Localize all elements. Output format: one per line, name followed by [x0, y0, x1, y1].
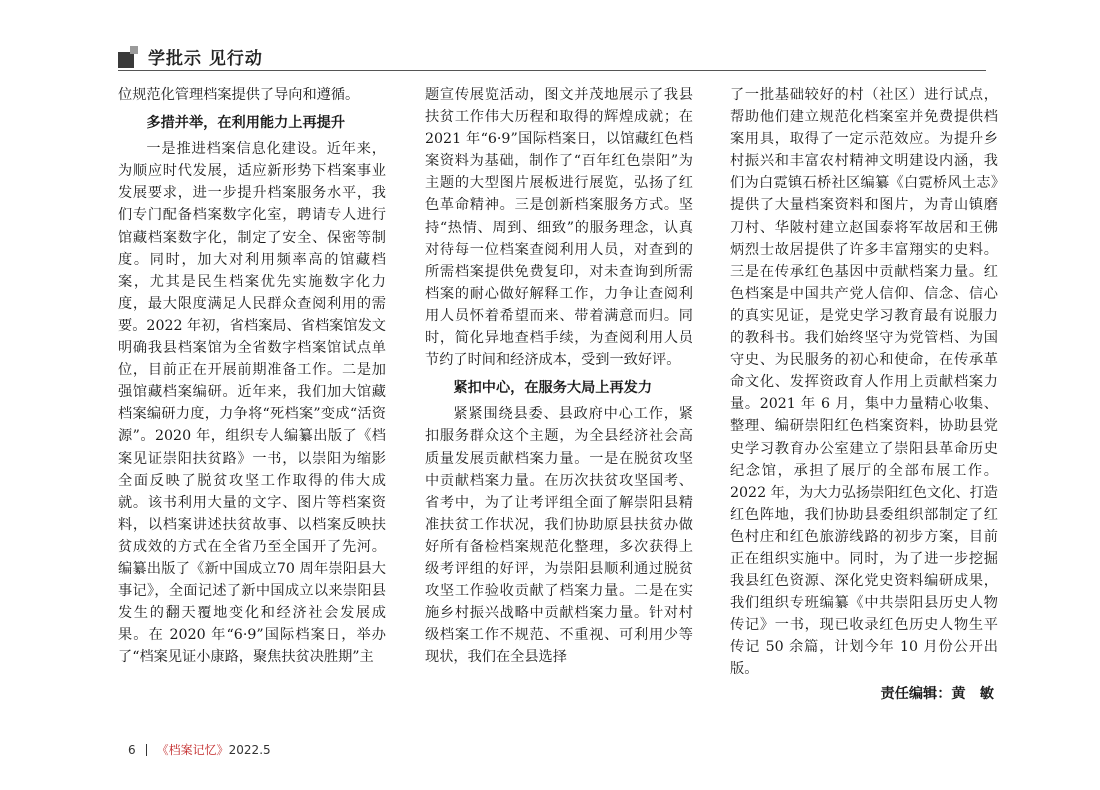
- paragraph: 位规范化管理档案提供了导向和遵循。: [118, 87, 360, 103]
- text-column-1: [118, 84, 386, 668]
- header-divider: [118, 70, 986, 71]
- paragraph: 了一批基础较好的村（社区）进行试点，帮助他们建立规范化档案室并免费提供档案用具，取得了一定示范效应。为提升乡村振兴和丰富农村精神文明建设内涵，我们为白霓镇石桥社区编纂《白霓桥风土志》提供了大量档案资料和图片，为青山镇磨刀村、华陂村建立赵国泰将军故居和王佛炳烈士故居提供了许多丰富翔实的史料。三是在传承红色基因中贡献档案力量。红色档案是中国共产党人信仰、信念、信心的真实见证，是党史学习教育最有说服力的教科书。我们始终坚守为党管档、为国守史、为民服务的初心和使命，在传承革命文化、发挥资政育人作用上贡献档案力量。2021 年 6 月，集中力量精心收集、整理、编研崇阳红色档案资料，协助县党史学习教育办公室建立了崇阳县革命历史纪念馆，承担了展厅的全部布展工作。2022 年，为大力弘扬崇阳红色文化、打造红色阵地，我们协助县委组织部制定了红色村庄和红色旅游线路的初步方案，目前正在组织实施中。同时，为了进一步挖掘我县红色资源、深化党史资料编研成果，我们组织专班编纂《中共崇阳县历史人物传记》一书，现已收录红色历史人物生平传记 50 余篇，计划今年 10 月份公开出版。: [730, 87, 998, 678]
- header-square-icon: [118, 46, 142, 68]
- section-title: 学批示 见行动: [148, 49, 263, 69]
- paragraph: 题宣传展览活动，图文并茂地展示了我县扶贫工作伟大历程和取得的辉煌成就；在 2021 年“6·9”国际档案日，以馆藏红色档案资料为基础，制作了“百年红色崇阳”为主题的大型图片展板进行展览，弘扬了红色革命精神。三是创新档案服务方式。坚持“热情、周到、细致”的服务理念，认真对待每一位档案查阅利用人员，对查到的所需档案提供免费复印，对未查询到所需档案的耐心做好解释工作，力争让查阅利用人员怀着希望而来、带着满意而归。同时，简化异地查档手续，为查阅利用人员节约了时间和经济成本，受到一致好评。: [425, 87, 693, 369]
- section-header: [118, 44, 263, 69]
- section-heading: 多措并举，在利用能力上再提升: [146, 115, 346, 132]
- page-number: 6: [128, 742, 136, 757]
- section-heading: 紧扣中心，在服务大局上再发力: [453, 380, 653, 397]
- text-column-3: [730, 84, 998, 705]
- text-column-2: [425, 84, 693, 668]
- page-footer: [128, 741, 271, 758]
- editor-credit: 责任编辑：黄 敏: [880, 685, 994, 702]
- paragraph: 一是推进档案信息化建设。近年来，为顺应时代发展，适应新形势下档案事业发展要求，进一步提升档案服务水平，我们专门配备档案数字化室，聘请专人进行馆藏档案数字化，制定了安全、保密等制度。同时，加大对利用频率高的馆藏档案，尤其是民生档案优先实施数字化力度，最大限度满足人民群众查阅利用的需要。2022 年初，省档案局、省档案馆发文明确我县档案馆为全省数字档案馆试点单位，目前正在开展前期准备工作。二是加强馆藏档案编研。近年来，我们加大馆藏档案编研力度，力争将“死档案”变成“活资源”。2020 年，组织专人编纂出版了《档案见证崇阳扶贫路》一书，以崇阳为缩影全面反映了脱贫攻坚工作取得的伟大成就。该书利用大量的文字、图片等档案资料，以档案讲述扶贫故事、以档案反映扶贫成效的方式在全省乃至全国开了先河。编纂出版了《新中国成立70 周年崇阳县大事记》，全面记述了新中国成立以来崇阳县发生的翻天覆地变化和经济社会发展成果。在 2020 年“6·9”国际档案日，举办了“档案见证小康路，聚焦扶贫决胜期”主: [118, 141, 386, 666]
- issue-number: 2022.5: [228, 743, 271, 757]
- footer-divider: [146, 744, 147, 756]
- magazine-name: 《档案记忆》: [156, 743, 229, 757]
- paragraph: 紧紧围绕县委、县政府中心工作，紧扣服务群众这个主题，为全县经济社会高质量发展贡献档案力量。一是在脱贫攻坚中贡献档案力量。在历次扶贫攻坚国考、省考中，为了让考评组全面了解崇阳县精准扶贫工作状况，我们协助原县扶贫办做好所有备检档案规范化整理，多次获得上级考评组的好评，为崇阳县顺利通过脱贫攻坚工作验收贡献了档案力量。二是在实施乡村振兴战略中贡献档案力量。针对村级档案工作不规范、不重视、可利用少等现状，我们在全县选择: [425, 406, 693, 666]
